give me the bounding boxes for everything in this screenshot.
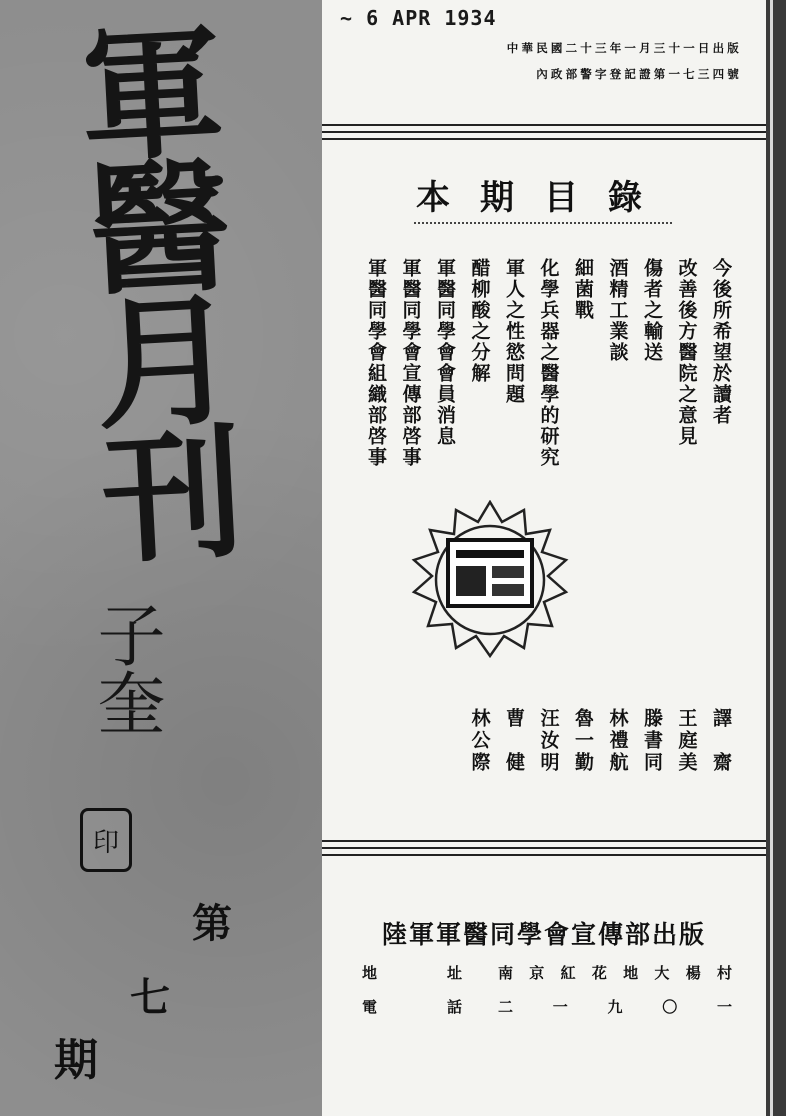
author-name: 王庭美	[675, 708, 698, 774]
author-name: 譯 齋	[710, 708, 732, 774]
seal-glyph: 印	[92, 827, 119, 858]
library-stamp-icon	[410, 500, 570, 660]
address-char: 村	[716, 964, 732, 982]
address-label-char: 地	[362, 964, 378, 982]
phone-row	[362, 996, 732, 1017]
author-list	[346, 708, 738, 838]
author-name: 滕書同	[641, 708, 663, 774]
author-name: 曹 健	[503, 708, 525, 774]
calligraphy-signature: 子奎	[86, 600, 165, 736]
author-name: 林公際	[468, 708, 491, 774]
toc-item: 傷者之輸送	[641, 258, 663, 363]
issue-char-2: 七	[130, 974, 170, 1021]
seal-icon	[80, 808, 132, 872]
phone-digit: 二	[498, 998, 514, 1016]
contents-page	[322, 0, 766, 1116]
toc-item: 軍醫同學會宣傳部啓事	[399, 258, 422, 468]
address-row	[362, 962, 732, 983]
toc-item: 醋柳酸之分解	[468, 258, 491, 384]
issue-char-3: 期	[54, 1035, 98, 1086]
toc-item: 化學兵器之醫學的研究	[537, 258, 560, 468]
cover-title: 軍醫月刊	[53, 16, 247, 560]
phone-digit: 〇	[662, 998, 678, 1016]
phone-digit: 一	[552, 998, 568, 1016]
phone-value	[498, 996, 732, 1017]
cover-panel	[0, 0, 322, 1116]
author-name: 魯一勤	[572, 708, 594, 774]
phone-label-char: 電	[362, 998, 378, 1016]
toc-heading-underline	[414, 222, 672, 224]
author-name: 林禮航	[606, 708, 629, 774]
date-stamp: ~ 6 APR 1934	[340, 6, 497, 30]
phone-label-char: 話	[446, 998, 462, 1016]
registration-line-1: 中華民國二十三年一月三十一日出版	[506, 41, 742, 55]
publisher-name: 陸軍軍醫同學會宣傳部出版	[381, 920, 706, 949]
address-char: 紅	[560, 964, 576, 982]
address-char: 南	[498, 964, 514, 982]
phone-digit: 九	[607, 998, 623, 1016]
toc-item: 改善後方醫院之意見	[675, 258, 698, 447]
address-char: 地	[623, 964, 639, 982]
page-edge	[766, 0, 786, 1116]
address-char: 花	[591, 964, 607, 982]
address-char: 京	[529, 964, 545, 982]
author-name: 汪汝明	[537, 708, 560, 774]
address-label-char: 址	[446, 964, 462, 982]
address-label	[362, 962, 462, 983]
issue-char-1: 第	[192, 900, 232, 947]
toc-item: 軍醫同學會組織部啓事	[365, 258, 387, 468]
toc-item: 細菌戰	[572, 258, 594, 321]
toc-item: 軍人之性慾問題	[503, 258, 525, 405]
toc-item: 酒精工業談	[606, 258, 629, 363]
toc-heading: 本期目錄	[416, 178, 672, 218]
phone-label	[362, 996, 462, 1017]
bottom-divider	[322, 840, 766, 861]
toc-item: 軍醫同學會會員消息	[434, 258, 456, 447]
top-divider	[322, 124, 766, 145]
registration-line-2: 內政部警字登記證第一七三四號	[536, 67, 742, 81]
address-value	[498, 962, 732, 983]
address-char: 楊	[685, 964, 701, 982]
toc-item: 今後所希望於讀者	[710, 258, 732, 426]
phone-digit: 一	[716, 998, 732, 1016]
address-char: 大	[654, 964, 670, 982]
